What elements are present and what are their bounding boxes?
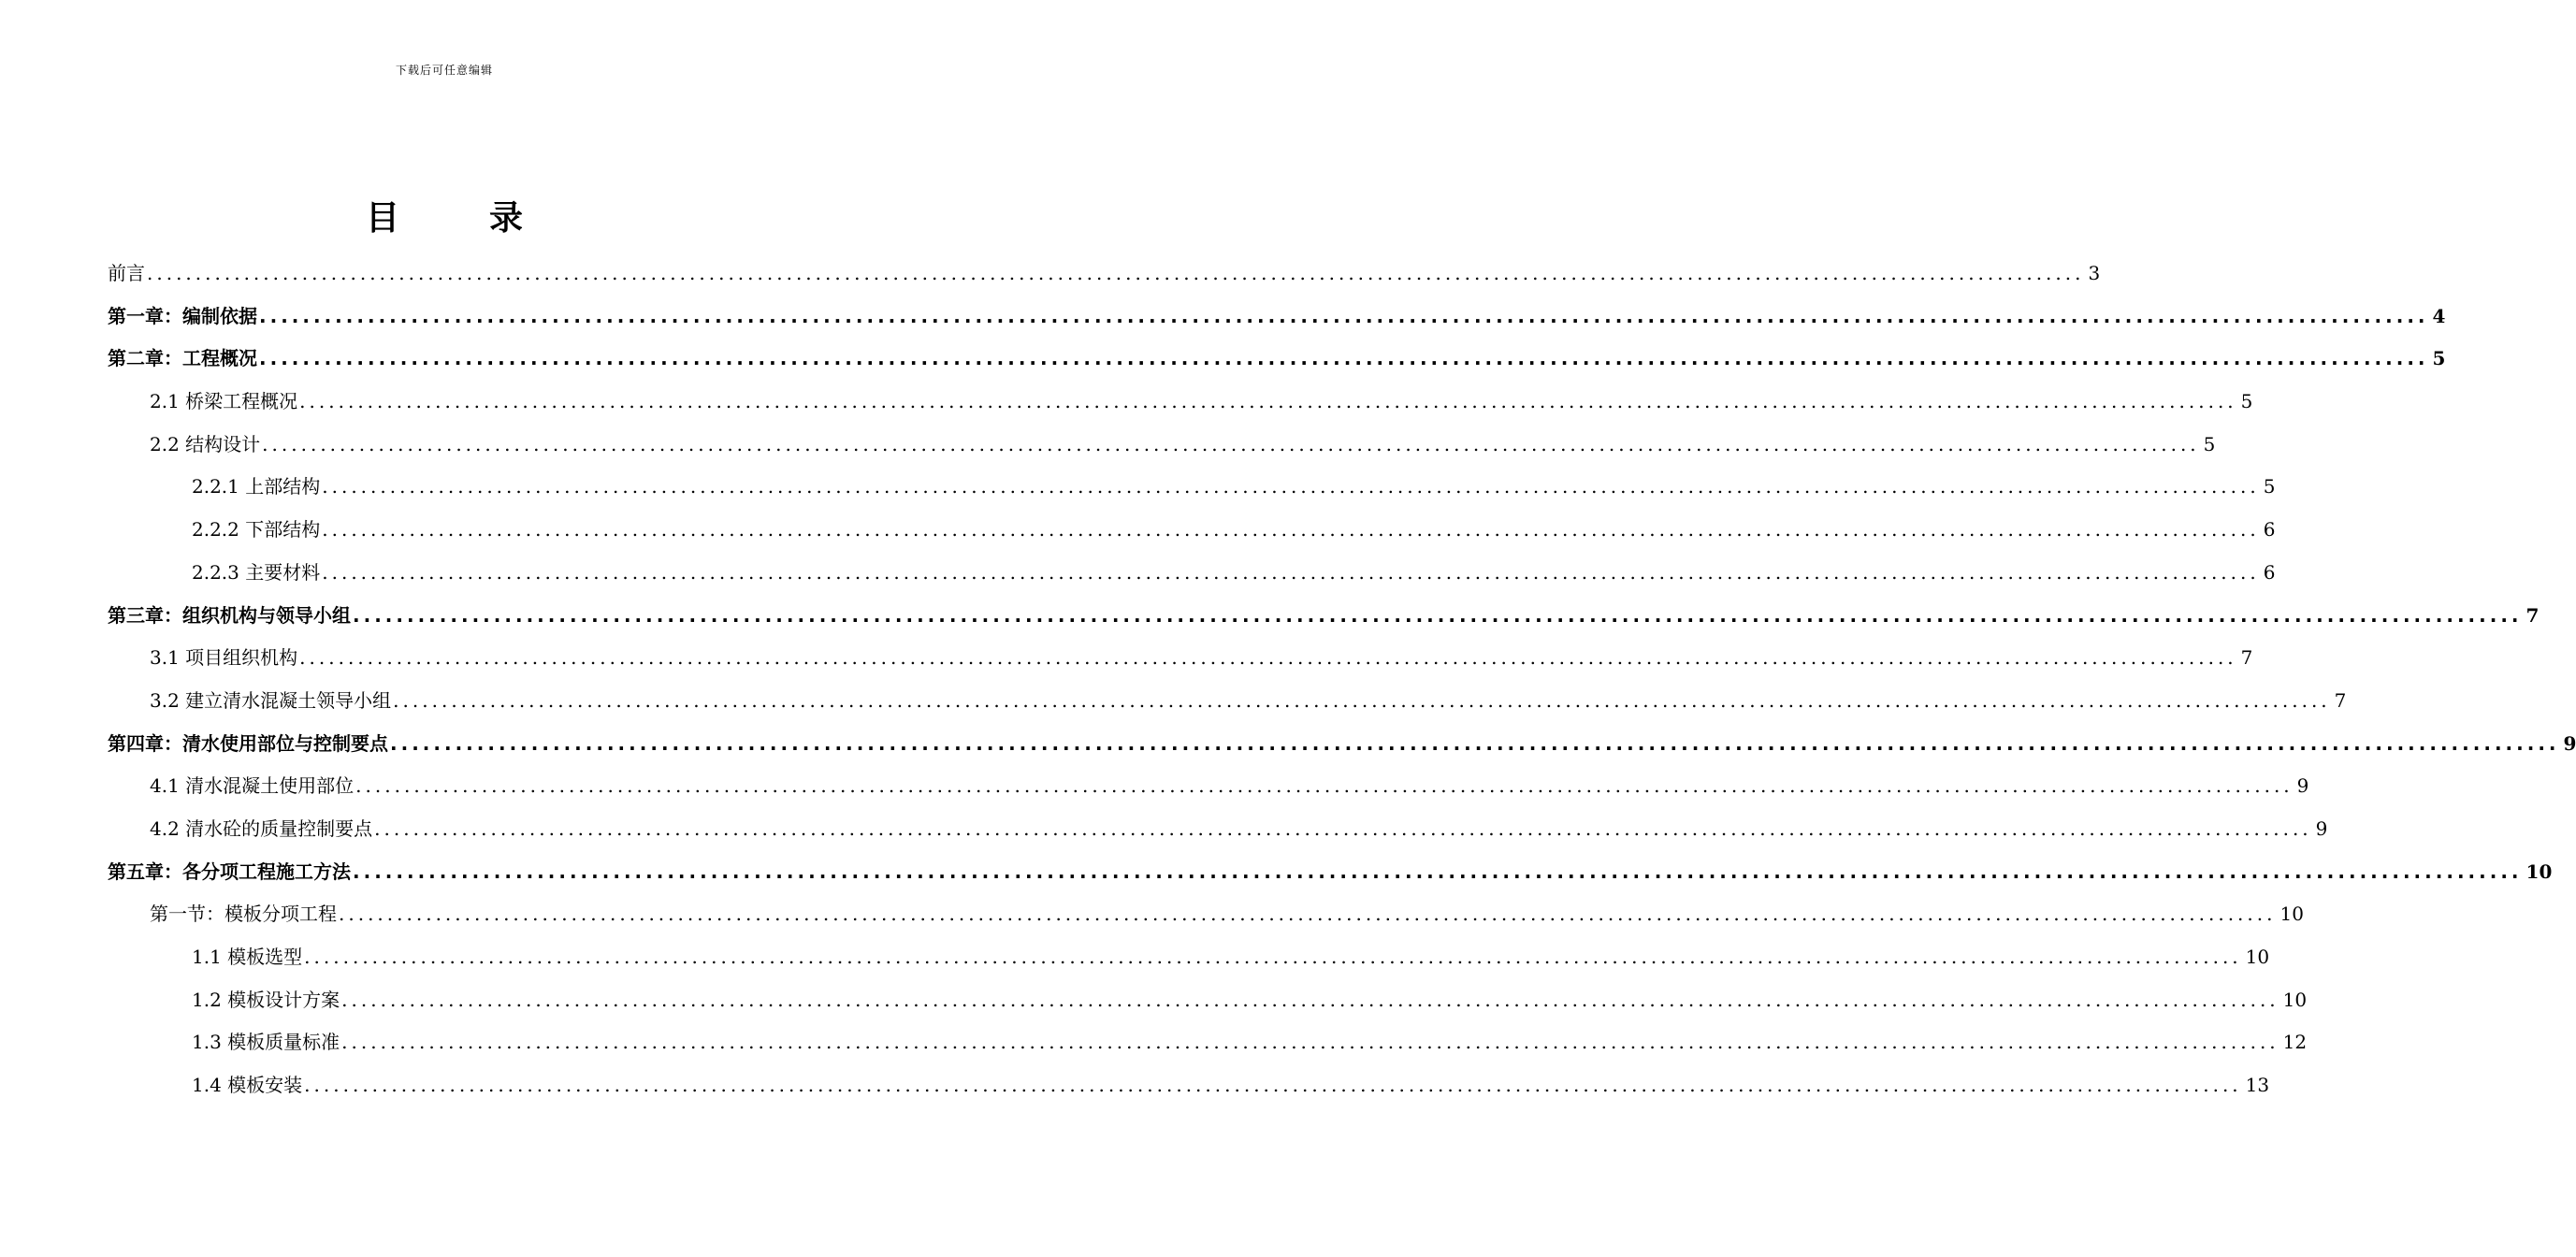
toc-entry-text: 2.2.3 主要材料 bbox=[192, 560, 321, 584]
toc-page-number: 6 bbox=[2263, 560, 2276, 584]
toc-entry-text: 4.2 清水砼的质量控制要点 bbox=[150, 816, 373, 840]
toc-entry[interactable] bbox=[108, 899, 2304, 942]
toc-entry-text: 1.4 模板安装 bbox=[192, 1074, 303, 1097]
toc-entry[interactable] bbox=[108, 686, 2347, 729]
toc-dot-leader: ........................................................................................................................................................................................................ bbox=[304, 1074, 2242, 1097]
toc-dot-leader: ........................................................................................................................................................................................................ bbox=[304, 946, 2242, 968]
header-note: 下载后可任意编辑 bbox=[395, 64, 493, 77]
toc-entry[interactable] bbox=[108, 985, 2308, 1028]
page-title bbox=[0, 192, 889, 239]
toc-entry[interactable] bbox=[108, 729, 2576, 772]
toc-entry[interactable] bbox=[108, 386, 2253, 429]
toc-entry[interactable] bbox=[108, 301, 2446, 344]
toc-entry-text: 2.2 结构设计 bbox=[150, 432, 261, 455]
toc-entry[interactable] bbox=[108, 771, 2309, 814]
toc-page-number: 5 bbox=[2432, 347, 2446, 370]
title-char-1: 目 bbox=[365, 199, 399, 238]
toc-page-number: 5 bbox=[2240, 390, 2253, 413]
toc-entry-text: 2.2.2 下部结构 bbox=[192, 518, 321, 542]
toc-dot-leader: ........................................................................................................................................................................................................ bbox=[299, 390, 2237, 413]
toc-entry[interactable] bbox=[108, 429, 2216, 472]
toc-dot-leader: ........................................................................................................................................................................................................ bbox=[353, 860, 2523, 883]
toc-entry[interactable] bbox=[108, 514, 2276, 557]
title-char-2: 录 bbox=[489, 199, 524, 238]
toc-page-number: 10 bbox=[2525, 860, 2553, 883]
toc-entry-text: 前言 bbox=[108, 262, 145, 284]
toc-entry-text: 第一章：编制依据 bbox=[108, 304, 257, 327]
toc-dot-leader: ........................................................................................................................................................................................................ bbox=[341, 1031, 2279, 1054]
toc-dot-leader: ........................................................................................................................................................................................................ bbox=[393, 688, 2331, 712]
toc-page-number: 6 bbox=[2263, 518, 2276, 542]
toc-page-number: 13 bbox=[2245, 1074, 2270, 1097]
toc-page-number: 10 bbox=[2279, 903, 2304, 926]
toc-entry[interactable] bbox=[108, 471, 2276, 514]
toc-dot-leader: ........................................................................................................................................................................................................ bbox=[259, 347, 2429, 370]
toc-entry-text: 第三章：组织机构与领导小组 bbox=[108, 603, 351, 627]
toc-page-number: 10 bbox=[2245, 946, 2270, 968]
toc-page-number: 3 bbox=[2088, 262, 2101, 284]
toc-entry-text: 1.1 模板选型 bbox=[192, 946, 303, 968]
toc-entry[interactable] bbox=[108, 1070, 2270, 1113]
toc-page-number: 12 bbox=[2282, 1031, 2308, 1054]
toc-entry-text: 4.1 清水混凝土使用部位 bbox=[150, 774, 355, 798]
toc-dot-leader: ........................................................................................................................................................................................................ bbox=[147, 262, 2085, 284]
toc-entry-text: 第二章：工程概况 bbox=[108, 347, 257, 370]
toc-dot-leader: ........................................................................................................................................................................................................ bbox=[390, 731, 2560, 755]
toc-entry[interactable] bbox=[108, 258, 2101, 301]
toc-dot-leader: ........................................................................................................................................................................................................ bbox=[322, 518, 2260, 542]
toc-page-number: 9 bbox=[2563, 731, 2576, 755]
toc-entry[interactable] bbox=[108, 942, 2270, 985]
toc-dot-leader: ........................................................................................................................................................................................................ bbox=[262, 432, 2200, 455]
toc-page-number: 9 bbox=[2296, 774, 2309, 798]
toc-entry[interactable] bbox=[108, 343, 2446, 386]
toc-entry[interactable] bbox=[108, 814, 2328, 857]
toc-page-number: 10 bbox=[2282, 988, 2308, 1011]
toc-page-number: 5 bbox=[2203, 432, 2216, 455]
toc-dot-leader: ........................................................................................................................................................................................................ bbox=[259, 304, 2429, 327]
toc-entry[interactable] bbox=[108, 557, 2276, 600]
toc-entry-text: 2.2.1 上部结构 bbox=[192, 475, 321, 498]
toc-entry-text: 第五章：各分项工程施工方法 bbox=[108, 860, 351, 883]
toc-page-number: 5 bbox=[2263, 475, 2276, 498]
toc-page-number: 7 bbox=[2240, 646, 2253, 670]
toc-dot-leader: ........................................................................................................................................................................................................ bbox=[355, 774, 2294, 798]
table-of-contents bbox=[108, 258, 2576, 1113]
toc-dot-leader: ........................................................................................................................................................................................................ bbox=[341, 988, 2279, 1011]
toc-entry-text: 第四章：清水使用部位与控制要点 bbox=[108, 731, 388, 755]
toc-dot-leader: ........................................................................................................................................................................................................ bbox=[322, 560, 2260, 584]
toc-entry[interactable] bbox=[108, 600, 2540, 643]
toc-dot-leader: ........................................................................................................................................................................................................ bbox=[322, 475, 2260, 498]
toc-entry[interactable] bbox=[108, 643, 2253, 686]
toc-dot-leader: ........................................................................................................................................................................................................ bbox=[353, 603, 2523, 627]
toc-page-number: 9 bbox=[2315, 816, 2328, 840]
toc-dot-leader: ........................................................................................................................................................................................................ bbox=[299, 646, 2237, 670]
toc-page-number: 7 bbox=[2525, 603, 2540, 627]
toc-entry-text: 2.1 桥梁工程概况 bbox=[150, 390, 298, 413]
toc-entry-text: 1.3 模板质量标准 bbox=[192, 1031, 340, 1054]
toc-page-number: 4 bbox=[2432, 304, 2446, 327]
toc-page-number: 7 bbox=[2334, 688, 2347, 712]
toc-entry[interactable] bbox=[108, 1027, 2308, 1070]
toc-entry-text: 3.1 项目组织机构 bbox=[150, 646, 298, 670]
toc-entry-text: 第一节：模板分项工程 bbox=[150, 903, 337, 926]
toc-entry-text: 3.2 建立清水混凝土领导小组 bbox=[150, 688, 392, 712]
toc-dot-leader: ........................................................................................................................................................................................................ bbox=[374, 816, 2312, 840]
toc-dot-leader: ........................................................................................................................................................................................................ bbox=[339, 903, 2277, 926]
toc-entry-text: 1.2 模板设计方案 bbox=[192, 988, 340, 1011]
toc-entry[interactable] bbox=[108, 857, 2553, 900]
